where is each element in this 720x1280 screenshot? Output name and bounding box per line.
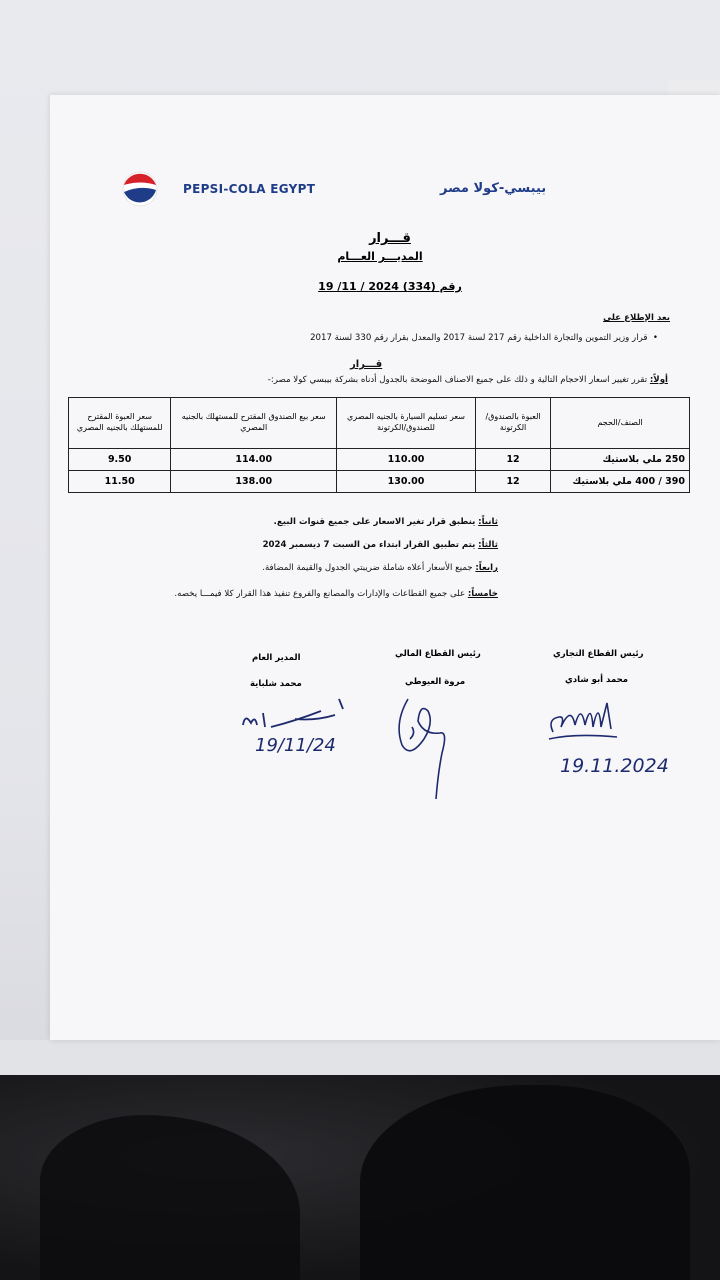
table-cell-units: 12 (475, 449, 550, 471)
signature-date-commercial: 19.11.2024 (560, 755, 669, 777)
table-cell-units: 12 (475, 471, 550, 493)
pepsi-globe-icon (122, 171, 158, 207)
clause-label: ثانياً: (478, 517, 498, 527)
table-cell-unit-price: 11.50 (69, 471, 171, 493)
intro-bullet (310, 333, 658, 343)
clause-fourth (262, 563, 498, 573)
table-header-cell: سعر بيع الصندوق المقترح للمستهلك بالجنيه المصري (171, 398, 337, 449)
signature-name-gm: محمد شلباية (250, 679, 302, 689)
signature-mark-gm (235, 693, 355, 738)
signature-date-gm: 19/11/24 (255, 735, 336, 756)
decision-heading: قـــرار (350, 359, 383, 370)
clause-label: خامساً: (467, 589, 498, 599)
table-header-cell: الصنف/الحجم (551, 398, 690, 449)
clause-text: تقرر تغيير اسعار الاحجام التالية و ذلك على جميع الاصناف الموضحة بالجدول أدناه بشركة بيبسي كولا مصر:- (267, 375, 648, 385)
signature-mark-commercial (545, 697, 625, 747)
clause-first (268, 375, 668, 385)
clause-label: أولاً: (649, 375, 668, 385)
clause-label: رابعاً: (475, 563, 498, 573)
table-cell-case-price: 138.00 (171, 471, 337, 493)
floor-background (0, 1075, 720, 1280)
price-table (68, 397, 690, 493)
shadow-shape (40, 1115, 300, 1280)
table-cell-unit-price: 9.50 (69, 449, 171, 471)
bullet-icon: • (647, 333, 658, 343)
document-title: قـــرار (369, 231, 411, 246)
intro-bullet-text: قرار وزير التموين والتجارة الداخلية رقم 217 لسنة 2017 والمعدل بقرار رقم 330 لسنة 2017 (310, 333, 648, 343)
signature-role-gm: المدير العام (252, 653, 301, 663)
table-row (69, 449, 690, 471)
intro-heading: بعد الإطلاع على (603, 313, 670, 323)
table-header-cell: سعر العبوة المقترح للمستهلك بالجنيه المصري (69, 398, 171, 449)
document-page (50, 95, 720, 1040)
table-header-cell: سعر تسليم السيارة بالجنيه المصري للصندوق/الكرتونة (337, 398, 476, 449)
table-header-cell: العبوة بالصندوق/ الكرتونة (475, 398, 550, 449)
table-cell-item: 390 / 400 ملي بلاستيك (551, 471, 690, 493)
clause-second (274, 517, 498, 527)
signature-name-commercial: محمد أبو شادي (565, 675, 629, 685)
clause-fifth (174, 589, 498, 599)
clause-text: ينطبق قرار تغير الاسعار على جميع قنوات البيع. (273, 517, 476, 527)
clause-text: على جميع القطاعات والإدارات والمصانع والفروع تنفيذ هذا القرار كلا فيمـــا يخصه. (174, 589, 466, 599)
clause-text: جميع الأسعار أعلاه شاملة ضريبتي الجدول والقيمة المضافة. (262, 563, 473, 573)
clause-label: ثالثاً: (478, 540, 498, 550)
clause-third (263, 540, 498, 550)
clause-text: يتم تطبيق القرار ابتداء من السبت 7 ديسمبر 2024 (262, 540, 476, 550)
table-cell-case-price: 114.00 (171, 449, 337, 471)
table-cell-truck-price: 110.00 (337, 449, 476, 471)
signature-name-finance: مروة العيوطي (405, 677, 466, 687)
table-cell-item: 250 ملي بلاستيك (551, 449, 690, 471)
logo-text-arabic: بيبسي-كولا مصر (440, 181, 547, 196)
table-row (69, 471, 690, 493)
shadow-shape (360, 1085, 690, 1280)
decision-number: رقم (334) 2024 / 11/ 19 (318, 280, 462, 293)
signature-role-finance: رئيس القطاع المالي (395, 649, 481, 659)
signature-mark-finance (390, 693, 460, 803)
signature-role-commercial: رئيس القطاع التجاري (553, 649, 644, 659)
document-subtitle: المديـــر العـــام (337, 250, 423, 263)
table-header-row (69, 398, 690, 449)
logo-text-english: PEPSI-COLA EGYPT (183, 182, 316, 196)
table-cell-truck-price: 130.00 (337, 471, 476, 493)
